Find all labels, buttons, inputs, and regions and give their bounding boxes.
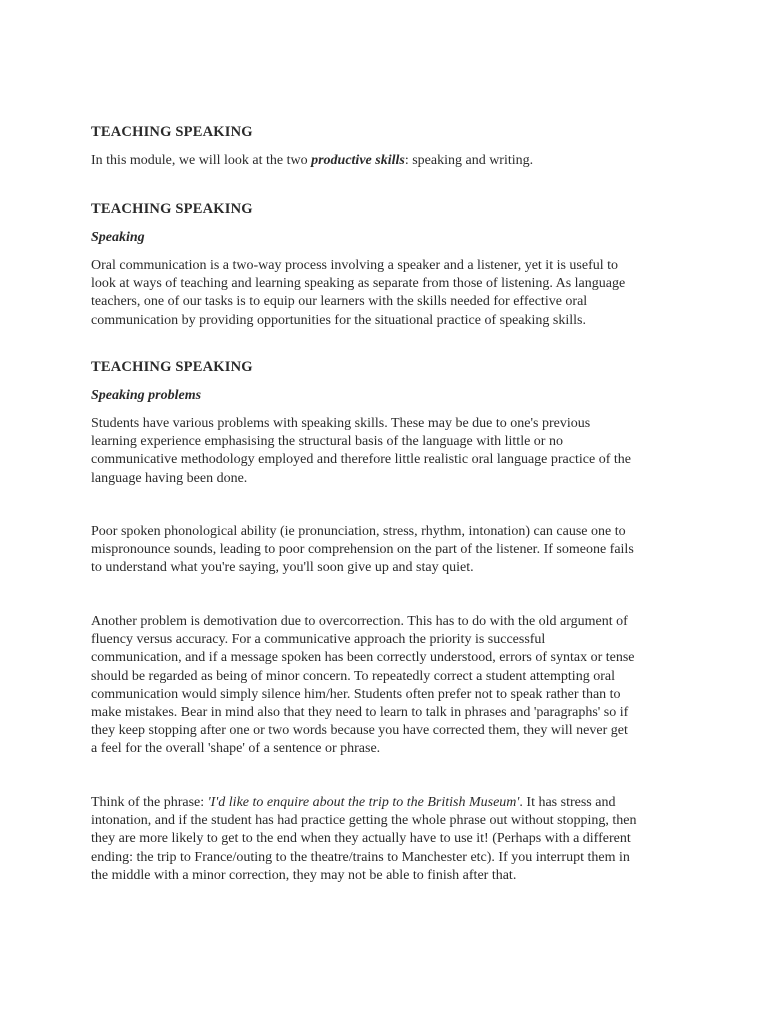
paragraph-line: to understand what you're saying, you'll soon give up and stay quiet. xyxy=(91,560,474,576)
example-phrase: 'I'd like to enquire about the trip to the British Museum' xyxy=(207,795,520,810)
paragraph-line: Another problem is demotivation due to overcorrection. This has to do with the old argument of xyxy=(91,614,628,629)
paragraph-students-problems xyxy=(91,415,691,488)
section-heading-3: TEACHING SPEAKING xyxy=(91,359,253,375)
paragraph-line: Students have various problems with speaking skills. These may be due to one's previous xyxy=(91,416,591,431)
intro-emphasis: productive skills xyxy=(311,153,405,168)
paragraph-line: the middle with a minor correction, they may not be able to finish after that. xyxy=(91,867,517,883)
subheading-speaking-problems: Speaking problems xyxy=(91,388,202,403)
intro-text-before: In this module, we will look at the two xyxy=(91,153,312,168)
paragraph-demotivation xyxy=(91,613,691,759)
paragraph-line: make mistakes. Bear in mind also that they need to learn to talk in phrases and 'paragraphs' so if xyxy=(91,705,629,721)
paragraph-line: communication, and if a message spoken has been correctly understood, errors of syntax or tense xyxy=(91,650,635,666)
paragraph-line: learning experience emphasising the structural basis of the language with little or no xyxy=(91,434,563,450)
paragraph-line: should be regarded as being of minor concern. To repeatedly correct a student attempting oral xyxy=(91,668,615,684)
section-heading-2: TEACHING SPEAKING xyxy=(91,201,253,217)
subheading-speaking: Speaking xyxy=(91,230,145,245)
section-heading-1: TEACHING SPEAKING xyxy=(91,124,253,140)
phrase-after: . It has stress and xyxy=(519,795,616,810)
phrase-intro: Think of the phrase: xyxy=(91,795,208,810)
paragraph-line: they keep stopping after one or two words because you have corrected them, they will never get xyxy=(91,723,628,739)
paragraph-line: intonation, and if the student has had practice getting the whole phrase out without stopping, then xyxy=(91,813,637,829)
paragraph-line: they are more likely to get to the end when they actually have to use it! (Perhaps with a different xyxy=(91,831,631,847)
paragraph-line: Oral communication is a two-way process involving a speaker and a listener, yet it is useful to xyxy=(91,258,619,273)
intro-paragraph xyxy=(91,152,691,170)
paragraph-line: fluency versus accuracy. For a communicative approach the priority is successful xyxy=(91,632,546,648)
paragraph-think-of-phrase xyxy=(91,794,691,885)
paragraph-line: mispronounce sounds, leading to poor comprehension on the part of the listener. If someone fails xyxy=(91,542,634,558)
intro-text-after: : speaking and writing. xyxy=(404,153,534,168)
paragraph-oral-communication xyxy=(91,257,691,330)
paragraph-line: communication by providing opportunities for the situational practice of speaking skills. xyxy=(91,312,586,328)
paragraph-line: a feel for the overall 'shape' of a sentence or phrase. xyxy=(91,741,381,757)
paragraph-line: communication would simply silence him/her. Students often prefer not to speak rather than to xyxy=(91,686,621,702)
paragraph-line: language having been done. xyxy=(91,470,248,486)
paragraph-line: look at ways of teaching and learning speaking as separate from those of listening. As language xyxy=(91,276,626,292)
paragraph-line: communicative methodology employed and therefore little realistic oral language practice of the xyxy=(91,452,631,468)
paragraph-line xyxy=(91,794,691,812)
paragraph-line: Poor spoken phonological ability (ie pronunciation, stress, rhythm, intonation) can cause one to xyxy=(91,524,626,539)
paragraph-phonological-ability xyxy=(91,523,691,578)
paragraph-line: teachers, one of our tasks is to equip our learners with the skills needed for effective oral xyxy=(91,294,588,310)
paragraph-line: ending: the trip to France/outing to the theatre/trains to Manchester etc). If you interrupt them in xyxy=(91,849,630,865)
